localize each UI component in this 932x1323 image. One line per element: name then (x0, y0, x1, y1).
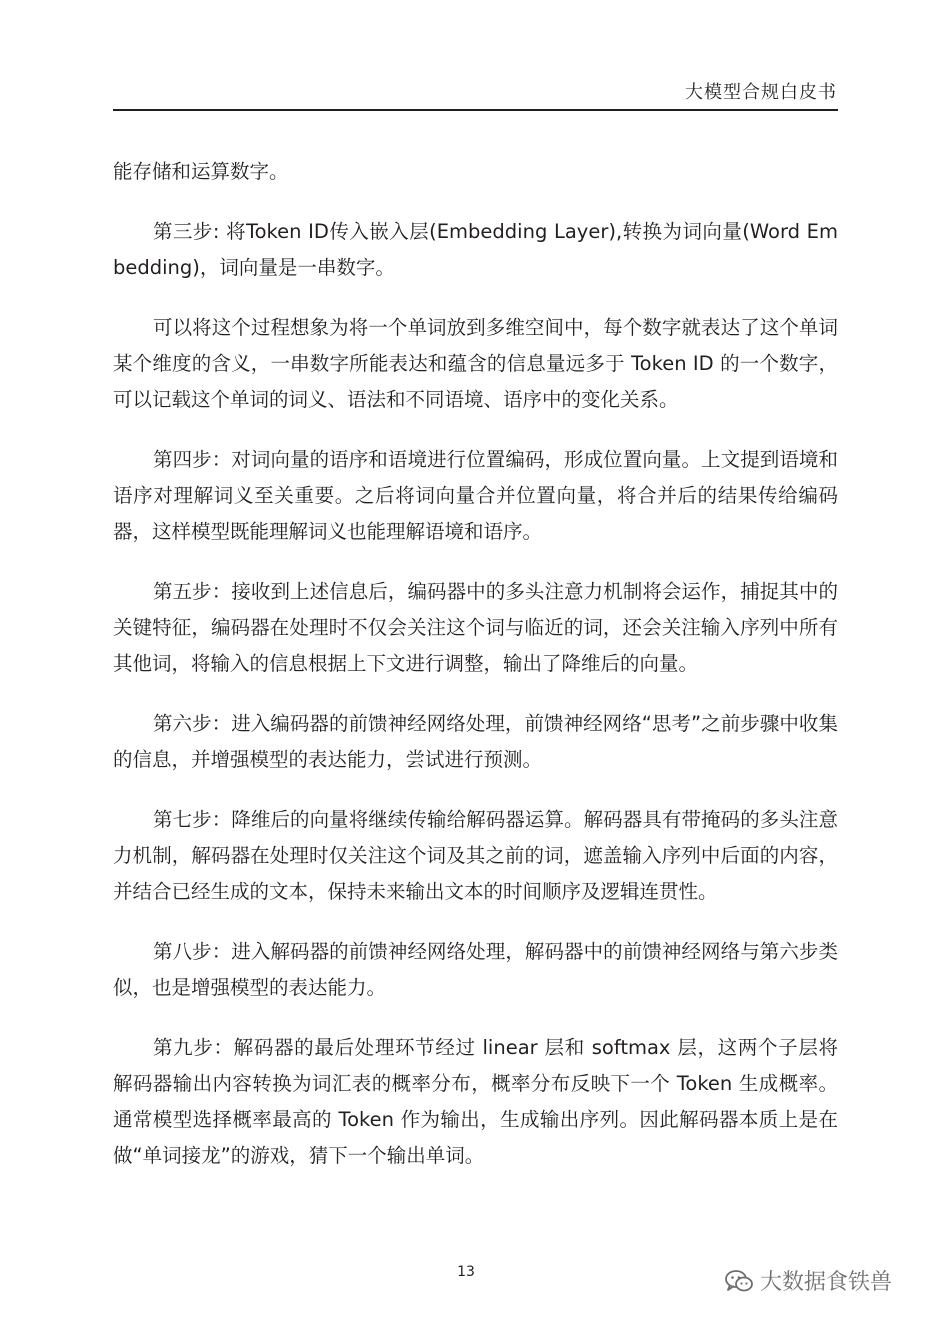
watermark (724, 1265, 892, 1296)
watermark-text: 大数据食铁兽 (760, 1270, 893, 1295)
header-divider (113, 109, 838, 111)
body-text (113, 154, 838, 1198)
paragraph-step-8: 第八步：进入解码器的前馈神经网络处理，解码器中的前馈神经网络与第六步类似，也是增强模型的表达能力。 (113, 940, 838, 999)
paragraph-step-6: 第六步：进入编码器的前馈神经网络处理，前馈神经网络“思考”之前步骤中收集的信息，并增强模型的表达能力，尝试进行预测。 (113, 712, 838, 771)
paragraph-step-3: 第三步: 将Token ID传入嵌入层(Embedding Layer),转换为词向量(Word Embedding)，词向量是一串数字。 (113, 220, 838, 279)
paragraph-embedding-explanation: 可以将这个过程想象为将一个单词放到多维空间中，每个数字就表达了这个单词某个维度的含义，一串数字所能表达和蕴含的信息量远多于 Token ID 的一个数字，可以记载这个单词的词义、语法和不同语境、语序中的变化关系。 (113, 316, 838, 411)
paragraph-step-9: 第九步：解码器的最后处理环节经过 linear 层和 softmax 层，这两个子层将解码器输出内容转换为词汇表的概率分布，概率分布反映下一个 Token 生成概率。通常模型选择概率最高的 Token 作为输出，生成输出序列。因此解码器本质上是在做“单词接龙”的游戏，猜下一个输出单词。 (113, 1036, 838, 1167)
paragraph-step-5: 第五步：接收到上述信息后，编码器中的多头注意力机制将会运作，捕捉其中的关键特征，编码器在处理时不仅会关注这个词与临近的词，还会关注输入序列中所有其他词，将输入的信息根据上下文进行调整，输出了降维后的向量。 (113, 580, 838, 675)
paragraph-step-7: 第七步：降维后的向量将继续传输给解码器运算。解码器具有带掩码的多头注意力机制，解码器在处理时仅关注这个词及其之前的词，遮盖输入序列中后面的内容，并结合已经生成的文本，保持未来输出文本的时间顺序及逻辑连贯性。 (113, 808, 838, 903)
page-number: 13 (457, 1264, 475, 1280)
wechat-icon (724, 1268, 754, 1294)
running-header-title: 大模型合规白皮书 (685, 82, 837, 103)
paragraph-continuation: 能存储和运算数字。 (113, 160, 289, 183)
paragraph-step-4: 第四步：对词向量的语序和语境进行位置编码，形成位置向量。上文提到语境和语序对理解词义至关重要。之后将词向量合并位置向量，将合并后的结果传给编码器，这样模型既能理解词义也能理解语境和语序。 (113, 448, 838, 543)
